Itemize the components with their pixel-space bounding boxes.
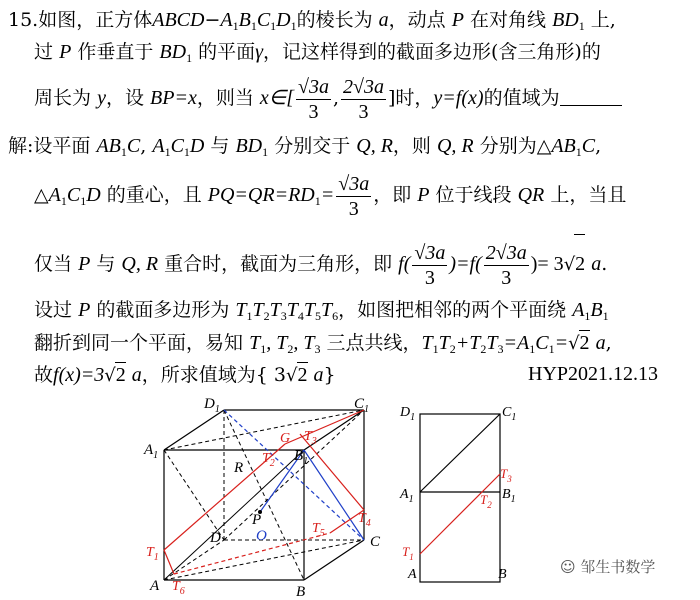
sol-l3-c: 重合时，截面为三角形，即 bbox=[164, 253, 393, 275]
points-t1-t2-t3: $T_1$, $T_2$, $T_3$ bbox=[249, 332, 321, 356]
fraction-2sqrt3a-over-3: $\frac{2√3a}{3}$ bbox=[343, 75, 384, 123]
point-p: P bbox=[417, 184, 430, 206]
label-b: B bbox=[296, 584, 306, 600]
label-d: D bbox=[210, 530, 221, 546]
line2-a: 过 bbox=[34, 41, 54, 63]
sum-eq: $T_1T_2+T_2T_3=A_1C_1=$ bbox=[421, 332, 569, 356]
label-t1: $T_1$ bbox=[146, 545, 159, 563]
cube-top-name: $A_1B_1C_1D_1$ bbox=[220, 9, 297, 33]
signature: HYP2021.12.13 bbox=[528, 363, 659, 385]
label-t3: $T_3$ bbox=[304, 429, 317, 447]
sol-l2-c: ，即 bbox=[373, 184, 412, 206]
f-open: f( bbox=[398, 253, 411, 275]
moving-text: ，动点 bbox=[388, 9, 446, 31]
sol-l1-e: 分别为△ bbox=[479, 135, 552, 157]
label-a1: $A_1$ bbox=[144, 442, 159, 461]
fraction-sqrt3a-over-3: $\frac{√3a}{3}$ bbox=[414, 241, 446, 289]
sol-l5-b: 三点共线， bbox=[326, 332, 422, 354]
unfold-figure bbox=[398, 394, 538, 594]
edge-a: a bbox=[313, 364, 324, 386]
label-g: G bbox=[280, 431, 291, 446]
watermark: ☺ 邹生书数学 bbox=[560, 558, 656, 576]
problem-line-2 bbox=[34, 40, 601, 70]
comma: , bbox=[332, 87, 340, 109]
unfold-label-t1: $T_1$ bbox=[402, 544, 414, 562]
fraction-2sqrt3a-over-3: $\frac{2√3a}{3}$ bbox=[485, 241, 527, 289]
line3-c: ，则当 bbox=[196, 87, 254, 109]
solution-line-6: 故f(x)=3√2 a，所求值域为{ 3√2 a} bbox=[34, 364, 336, 386]
y-equals-fx: y=f(x) bbox=[433, 87, 484, 109]
sol-l4-b: 的截面多边形为 bbox=[96, 299, 230, 321]
unfold-label-a: A bbox=[408, 567, 417, 582]
point-p: P bbox=[78, 299, 91, 321]
edge-a: a bbox=[131, 364, 142, 386]
x-in: x∈[ bbox=[259, 87, 294, 109]
points-qr: Q, R bbox=[121, 253, 159, 275]
answer-blank bbox=[560, 87, 622, 106]
line2-d: ，记这样得到的截面多边形(含三角形)的 bbox=[263, 41, 601, 63]
red-t6t1 bbox=[164, 550, 174, 574]
sol-l4-a: 设过 bbox=[34, 299, 73, 321]
label-c: C bbox=[370, 534, 381, 550]
sol-l4-c: ，如图把相邻的两个平面绕 bbox=[338, 299, 567, 321]
problem-intro: 如图，正方体 bbox=[38, 9, 153, 31]
fraction-sqrt3a-over-3: $\frac{√3a}{3}$ bbox=[297, 75, 329, 123]
fx-eq: f(x)=3 bbox=[53, 364, 105, 386]
label-b1: $B_1$ bbox=[294, 448, 309, 467]
edge-text: 的棱长为 bbox=[296, 9, 373, 31]
label-d1: $D_1$ bbox=[204, 396, 220, 415]
solution-line-3: 仅当 P 与 Q, R 重合时，截面为三角形，即 f( $\frac{√3a}{3}$ )=f( $\frac{2√3a}{3}$ )= 3√2 a. bbox=[34, 234, 607, 294]
bp-x: BP=x bbox=[150, 87, 197, 109]
red-t2-c1 bbox=[285, 410, 364, 444]
cube-figure bbox=[140, 390, 390, 600]
line2-b: 作垂直于 bbox=[77, 41, 154, 63]
edge-a: a bbox=[378, 9, 389, 31]
edge-bc bbox=[304, 540, 364, 580]
edge-a: a bbox=[595, 332, 606, 354]
diag-bd1: $BD_1$ bbox=[159, 41, 193, 65]
label-a: A bbox=[150, 578, 160, 594]
sol-l1-c: 分别交于 bbox=[274, 135, 351, 157]
unfold-label-t2: $T_2$ bbox=[480, 492, 492, 510]
unfold-rect bbox=[420, 414, 500, 582]
label-t5: $T_5$ bbox=[312, 521, 325, 539]
hexagon-t1-t6: $T_1T_2T_3T_4T_5T_6$ bbox=[235, 299, 339, 323]
sol-l3-a: 仅当 bbox=[34, 253, 73, 275]
sol-l1-a: 设平面 bbox=[33, 135, 91, 157]
unfold-label-c1: $C_1$ bbox=[502, 405, 517, 423]
segment-qr: QR bbox=[517, 184, 545, 206]
fraction-sqrt3a-over-3: $\frac{√3a}{3}$ bbox=[338, 172, 370, 220]
plane-ab1c: $AB_1C$ bbox=[96, 135, 141, 159]
point-p: P bbox=[78, 253, 91, 275]
line2-c: 的平面 bbox=[198, 41, 256, 63]
sol-l1-d: ，则 bbox=[392, 135, 431, 157]
sol-l6-c: ，所求值域为{ 3 bbox=[141, 364, 287, 386]
up-text: 上, bbox=[590, 9, 616, 31]
label-t2: $T_2$ bbox=[262, 451, 275, 469]
sol-l3-b: 与 bbox=[96, 253, 116, 275]
wechat-icon: ☺ bbox=[560, 558, 576, 576]
label-r: R bbox=[234, 460, 244, 476]
diag-bd1: $BD_1$ bbox=[552, 9, 585, 33]
sol-l5-a: 翻折到同一个平面，易知 bbox=[34, 332, 244, 354]
sol-l6-d: } bbox=[323, 364, 336, 386]
unfold-label-t3: $T_3$ bbox=[500, 466, 512, 484]
dash: − bbox=[204, 9, 221, 31]
problem-number: 15. bbox=[8, 9, 39, 31]
on-diagonal-text: 在对角线 bbox=[470, 9, 547, 31]
gamma: γ bbox=[255, 41, 264, 63]
solution-line-5: 翻折到同一个平面，易知 $T_1$, $T_2$, $T_3$ 三点共线，$T_1T_2+T_2T_3=A_1C_1=√2$ a, bbox=[34, 332, 612, 356]
points-qr: Q, R bbox=[436, 135, 474, 157]
points-qr: Q, R bbox=[356, 135, 393, 157]
diag-a1d bbox=[164, 450, 224, 540]
triangle-a1c1d: $\triangle A_1C_1D$ bbox=[34, 184, 101, 208]
plane-a1c1d: $A_1C_1D$ bbox=[152, 135, 205, 159]
diag-a1c1-unfold bbox=[420, 414, 500, 492]
triangle-ab1c: $AB_1C$ bbox=[551, 135, 596, 159]
sol-l6-a: 故 bbox=[34, 364, 54, 386]
line3-a: 周长为 bbox=[34, 87, 92, 109]
problem-line-3 bbox=[34, 72, 622, 124]
unfold-label-d1: $D_1$ bbox=[400, 405, 416, 423]
solution-line-1: 解:设平面 $AB_1C$, $A_1C_1D$ 与 $BD_1$ 分别交于 Q, R，则 Q, R 分别为$\triangle AB_1C$, bbox=[8, 135, 602, 159]
label-t6: $T_6$ bbox=[172, 579, 185, 597]
unfold-label-b: B bbox=[498, 567, 507, 582]
point-p: P bbox=[59, 41, 72, 63]
red-line-t1t3 bbox=[420, 474, 500, 554]
label-p: P bbox=[252, 512, 262, 528]
eq-pq-qr-rd1: $PQ=QR=RD_1=$ bbox=[207, 184, 335, 208]
edge-a1b1: $A_1B_1$ bbox=[572, 299, 609, 323]
line3-b: ，设 bbox=[105, 87, 144, 109]
unfold-label-b1: $B_1$ bbox=[502, 487, 516, 505]
label-t4: $T_4$ bbox=[358, 511, 371, 529]
bracket-close: ]时， bbox=[388, 87, 434, 109]
point-p: P bbox=[451, 9, 464, 31]
f-result: )= 3 bbox=[530, 253, 564, 275]
sol-l1-b: 与 bbox=[210, 135, 230, 157]
sol-l2-a: 的重心，且 bbox=[106, 184, 202, 206]
sol-l2-e: 上，当且 bbox=[550, 184, 627, 206]
sol-l2-d: 位于线段 bbox=[435, 184, 512, 206]
edge-a: a bbox=[591, 253, 602, 275]
cube-name: ABCD bbox=[152, 9, 205, 31]
problem-line-1 bbox=[8, 8, 616, 38]
label-o: O bbox=[256, 528, 267, 544]
var-y: y bbox=[97, 87, 106, 109]
label-c1: $C_1$ bbox=[354, 396, 370, 415]
f-equals: )=f( bbox=[449, 253, 482, 275]
solution-label: 解: bbox=[8, 135, 34, 157]
red-t5t6 bbox=[174, 533, 330, 574]
solution-line-2 bbox=[34, 166, 626, 230]
diag-bd1: $BD_1$ bbox=[235, 135, 269, 159]
red-t3t4 bbox=[300, 434, 364, 510]
solution-line-4 bbox=[34, 298, 609, 328]
range-text: 的值域为 bbox=[483, 87, 560, 109]
unfold-label-a1: $A_1$ bbox=[400, 487, 414, 505]
